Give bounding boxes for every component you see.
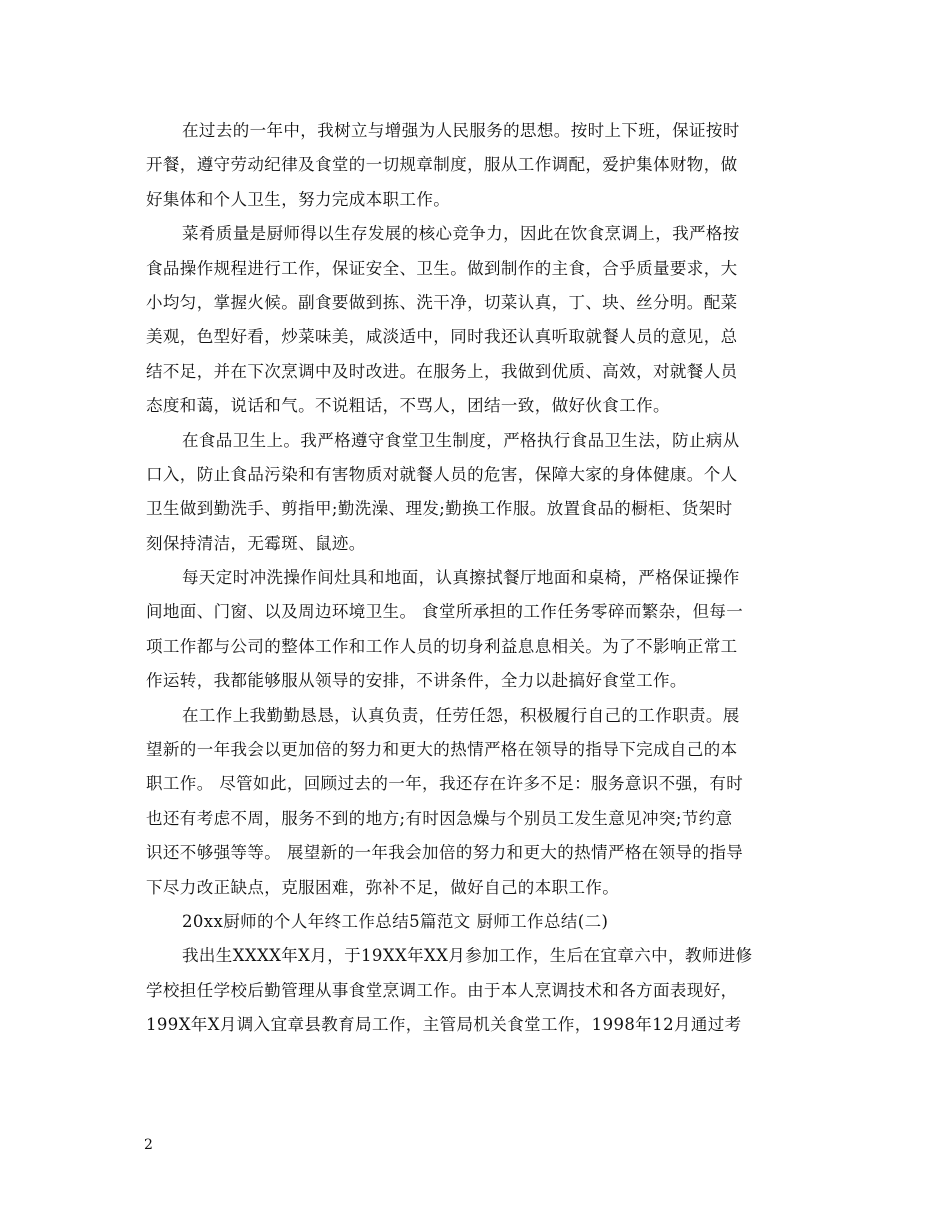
text-line: 刻保持清洁，无霉斑、鼠迹。 (146, 533, 366, 553)
text-line: 美观，色型好看，炒菜味美，咸淡适中，同时我还认真听取就餐人员的意见，总 (146, 327, 738, 347)
text-line: 学校担任学校后勤管理从事食堂烹调工作。由于本人烹调技术和各方面表现好， (146, 980, 738, 1000)
text-line: 识还不够强等等。 展望新的一年我会加倍的努力和更大的热情严格在领导的指导 (146, 843, 744, 863)
text-line: 下尽力改正缺点，克服困难，弥补不足，做好自己的本职工作。 (146, 877, 620, 897)
text-line: 小均匀，掌握火候。副食要做到拣、洗干净，切菜认真，丁、块、丝分明。配菜 (146, 292, 738, 312)
text-line: 199X年X月调入宜章县教育局工作，主管局机关食堂工作，1998年12月通过考 (146, 1015, 742, 1035)
text-line: 态度和蔼，说话和气。不说粗话，不骂人，团结一致，做好伙食工作。 (146, 396, 670, 416)
text-line: 在工作上我勤勤恳恳，认真负责，任劳任怨，积极履行自己的工作职责。展 (182, 705, 740, 725)
text-line: 在食品卫生上。我严格遵守食堂卫生制度，严格执行食品卫生法，防止病从 (182, 430, 740, 450)
text-line: 间地面、门窗、以及周边环境卫生。 食堂所承担的工作任务零碎而繁杂，但每一 (146, 602, 744, 622)
body-text (146, 114, 806, 1043)
text-line: 作运转，我都能够服从领导的安排，不讲条件，全力以赴搞好食堂工作。 (146, 671, 687, 691)
text-line: 20xx厨师的个人年终工作总结5篇范文 厨师工作总结(二) (182, 911, 609, 931)
text-line: 在过去的一年中，我树立与增强为人民服务的思想。按时上下班，保证按时 (182, 121, 740, 140)
text-line: 望新的一年我会以更加倍的努力和更大的热情严格在领导的指导下完成自己的本 (146, 740, 738, 760)
text-line: 卫生做到勤洗手、剪指甲;勤洗澡、理发;勤换工作服。放置食品的橱柜、货架时 (146, 499, 733, 519)
page-number: 2 (144, 1137, 153, 1153)
text-line: 我出生XXXX年X月，于19XX年XX月参加工作，生后在宜章六中，教师进修 (182, 946, 753, 966)
text-line: 食品操作规程进行工作，保证安全、卫生。做到制作的主食，合乎质量要求，大 (146, 258, 738, 278)
text-line: 结不足，并在下次烹调中及时改进。在服务上，我做到优质、高效，对就餐人员 (146, 361, 738, 381)
text-line: 好集体和个人卫生，努力完成本职工作。 (146, 189, 451, 209)
text-line: 口入，防止食品污染和有害物质对就餐人员的危害，保障大家的身体健康。个人 (146, 464, 738, 484)
text-line: 也还有考虑不周，服务不到的地方;有时因急燥与个别员工发生意见冲突;节约意 (146, 808, 733, 828)
text-line: 职工作。 尽管如此，回顾过去的一年，我还存在许多不足：服务意识不强，有时 (146, 774, 744, 794)
text-line: 开餐，遵守劳动纪律及食堂的一切规章制度，服从工作调配，爱护集体财物，做 (146, 155, 738, 175)
text-line: 每天定时冲洗操作间灶具和地面，认真擦拭餐厅地面和桌椅，严格保证操作 (182, 568, 740, 588)
text-line: 菜肴质量是厨师得以生存发展的核心竞争力，因此在饮食烹调上，我严格按 (182, 224, 740, 244)
text-line: 项工作都与公司的整体工作和工作人员的切身利益息息相关。为了不影响正常工 (146, 636, 738, 656)
